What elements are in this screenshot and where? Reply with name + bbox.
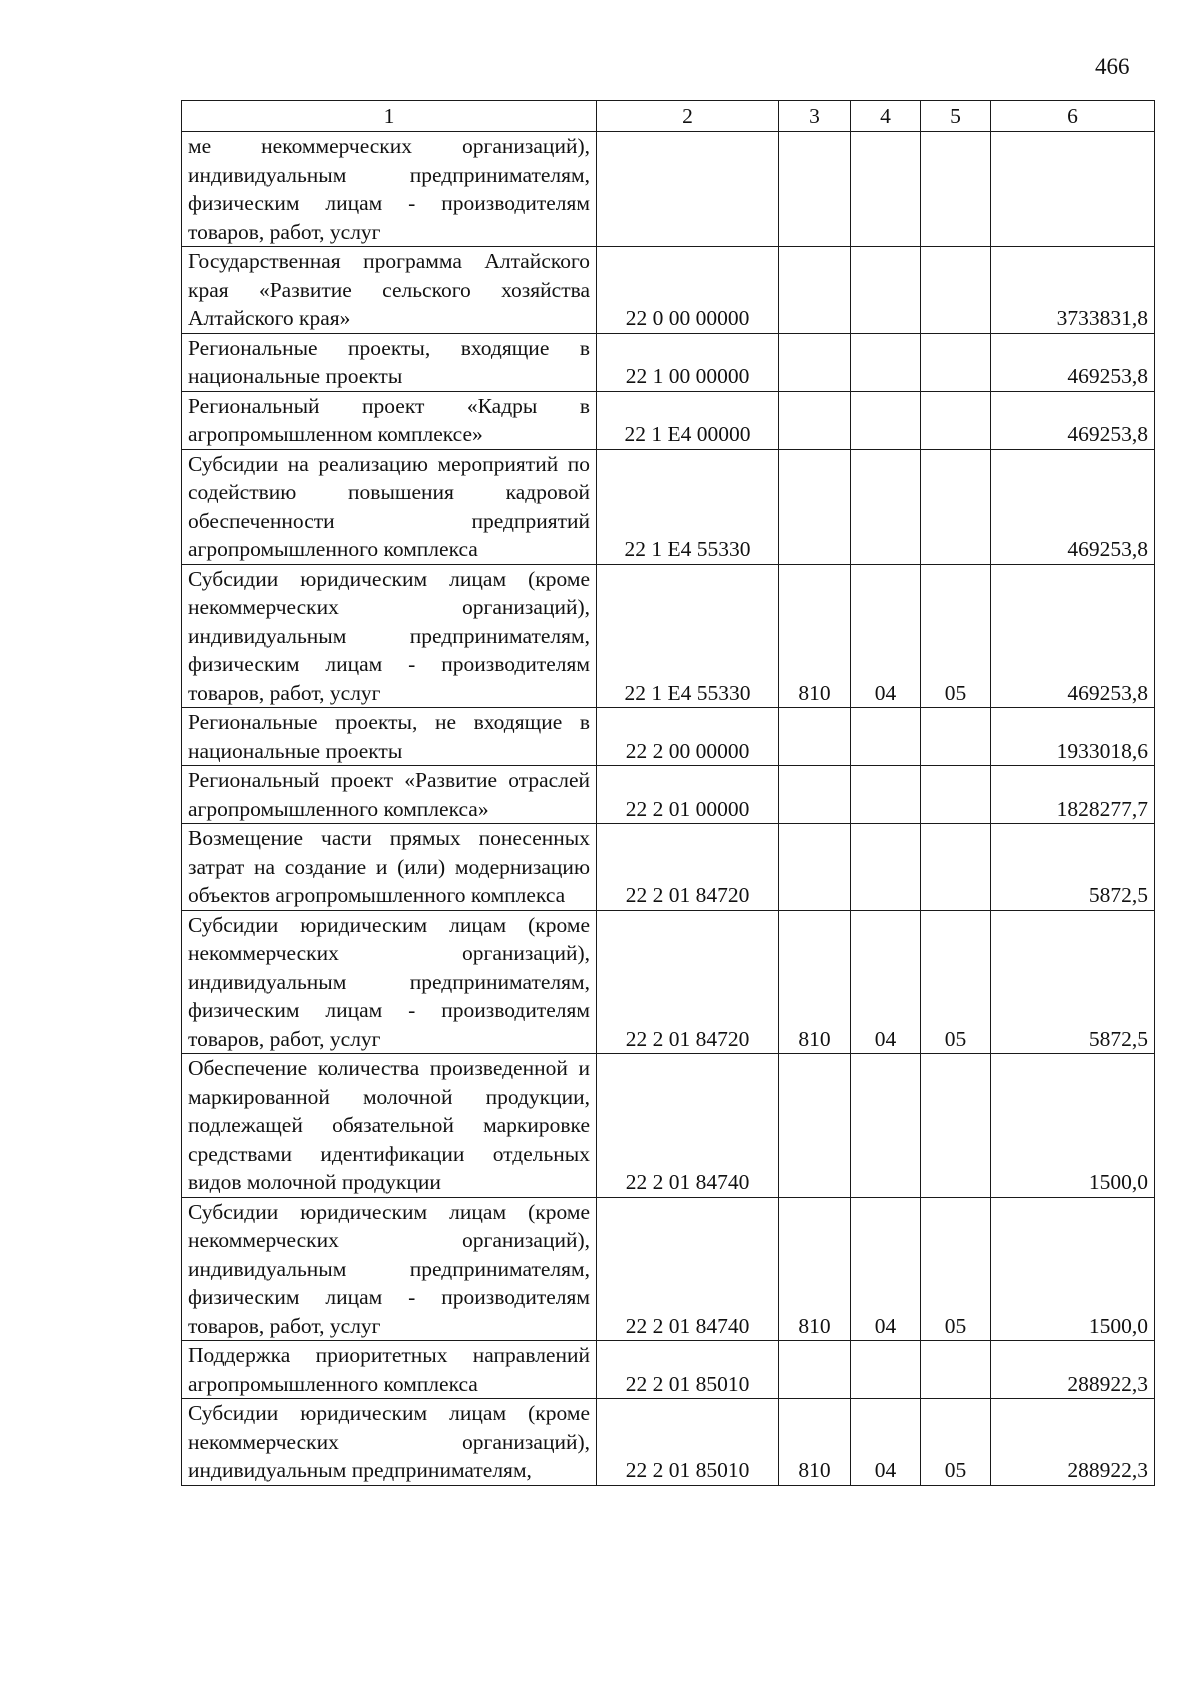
- expense-type-cell: [779, 708, 851, 766]
- expense-type-cell: 810: [779, 564, 851, 708]
- section-cell: [851, 1341, 921, 1399]
- target-code-cell: 22 1 E4 00000: [597, 391, 779, 449]
- page-number: 466: [1095, 54, 1130, 79]
- table-row: [182, 247, 1155, 334]
- target-code-cell: 22 2 01 84720: [597, 824, 779, 911]
- table-row: [182, 391, 1155, 449]
- amount-cell: [991, 132, 1155, 247]
- amount-cell: 5872,5: [991, 910, 1155, 1054]
- target-code-cell: 22 1 E4 55330: [597, 564, 779, 708]
- section-cell: 04: [851, 564, 921, 708]
- item-name-cell: Государственная программа Алтайского края «Развитие сельского хозяйства Алтайского края»: [182, 247, 597, 334]
- subsection-cell: [921, 766, 991, 824]
- item-name-cell: Субсидии юридическим лицам (кроме некоммерческих организаций), индивидуальным предпринимателям, физическим лицам - производителям товаров, работ, услуг: [182, 1197, 597, 1341]
- expense-type-cell: 810: [779, 1197, 851, 1341]
- amount-cell: 1828277,7: [991, 766, 1155, 824]
- target-code-cell: [597, 132, 779, 247]
- table-row: [182, 824, 1155, 911]
- item-name-cell: Региональный проект «Кадры в агропромышленном комплексе»: [182, 391, 597, 449]
- section-cell: [851, 449, 921, 564]
- amount-cell: 469253,8: [991, 564, 1155, 708]
- section-cell: [851, 824, 921, 911]
- amount-cell: 1500,0: [991, 1054, 1155, 1198]
- table-body: [182, 132, 1155, 1486]
- table-row: [182, 333, 1155, 391]
- budget-table: [181, 100, 1155, 1486]
- subsection-cell: [921, 333, 991, 391]
- target-code-cell: 22 2 01 84720: [597, 910, 779, 1054]
- target-code-cell: 22 1 00 00000: [597, 333, 779, 391]
- subsection-cell: 05: [921, 564, 991, 708]
- header-col-3: 3: [779, 101, 851, 132]
- expense-type-cell: [779, 1054, 851, 1198]
- amount-cell: 469253,8: [991, 333, 1155, 391]
- item-name-cell: Региональный проект «Развитие отраслей агропромышленного комплекса»: [182, 766, 597, 824]
- item-name-cell: Субсидии юридическим лицам (кроме некоммерческих организаций), индивидуальным предпринимателям,: [182, 1399, 597, 1486]
- subsection-cell: [921, 449, 991, 564]
- expense-type-cell: [779, 449, 851, 564]
- section-cell: [851, 1054, 921, 1198]
- expense-type-cell: [779, 824, 851, 911]
- subsection-cell: [921, 247, 991, 334]
- subsection-cell: 05: [921, 910, 991, 1054]
- table-row: [182, 132, 1155, 247]
- amount-cell: 5872,5: [991, 824, 1155, 911]
- table-row: [182, 564, 1155, 708]
- table-row: [182, 766, 1155, 824]
- item-name-cell: Субсидии на реализацию мероприятий по содействию повышения кадровой обеспеченности предприятий агропромышленного комплекса: [182, 449, 597, 564]
- amount-cell: 1500,0: [991, 1197, 1155, 1341]
- header-col-2: 2: [597, 101, 779, 132]
- item-name-cell: Региональные проекты, входящие в национальные проекты: [182, 333, 597, 391]
- section-cell: [851, 766, 921, 824]
- target-code-cell: 22 2 01 85010: [597, 1399, 779, 1486]
- section-cell: [851, 333, 921, 391]
- expense-type-cell: [779, 391, 851, 449]
- expense-type-cell: [779, 766, 851, 824]
- section-cell: 04: [851, 1197, 921, 1341]
- expense-type-cell: [779, 132, 851, 247]
- item-name-cell: Региональные проекты, не входящие в национальные проекты: [182, 708, 597, 766]
- expense-type-cell: 810: [779, 910, 851, 1054]
- subsection-cell: [921, 132, 991, 247]
- section-cell: 04: [851, 1399, 921, 1486]
- header-col-1: 1: [182, 101, 597, 132]
- header-col-6: 6: [991, 101, 1155, 132]
- amount-cell: 288922,3: [991, 1341, 1155, 1399]
- target-code-cell: 22 2 01 85010: [597, 1341, 779, 1399]
- target-code-cell: 22 1 E4 55330: [597, 449, 779, 564]
- amount-cell: 469253,8: [991, 391, 1155, 449]
- amount-cell: 469253,8: [991, 449, 1155, 564]
- subsection-cell: [921, 824, 991, 911]
- subsection-cell: [921, 1054, 991, 1198]
- section-cell: 04: [851, 910, 921, 1054]
- item-name-cell: Поддержка приоритетных направлений агропромышленного комплекса: [182, 1341, 597, 1399]
- header-row: [182, 101, 1155, 132]
- table-row: [182, 910, 1155, 1054]
- item-name-cell: Субсидии юридическим лицам (кроме некоммерческих организаций), индивидуальным предпринимателям, физическим лицам - производителям товаров, работ, услуг: [182, 910, 597, 1054]
- section-cell: [851, 708, 921, 766]
- expense-type-cell: 810: [779, 1399, 851, 1486]
- table-row: [182, 1399, 1155, 1486]
- item-name-cell: ме некоммерческих организаций), индивидуальным предпринимателям, физическим лицам - производителям товаров, работ, услуг: [182, 132, 597, 247]
- amount-cell: 288922,3: [991, 1399, 1155, 1486]
- section-cell: [851, 247, 921, 334]
- target-code-cell: 22 2 01 00000: [597, 766, 779, 824]
- target-code-cell: 22 2 01 84740: [597, 1054, 779, 1198]
- table-row: [182, 1341, 1155, 1399]
- header-col-5: 5: [921, 101, 991, 132]
- table-row: [182, 708, 1155, 766]
- target-code-cell: 22 2 00 00000: [597, 708, 779, 766]
- target-code-cell: 22 2 01 84740: [597, 1197, 779, 1341]
- expense-type-cell: [779, 1341, 851, 1399]
- header-col-4: 4: [851, 101, 921, 132]
- item-name-cell: Субсидии юридическим лицам (кроме некоммерческих организаций), индивидуальным предпринимателям, физическим лицам - производителям товаров, работ, услуг: [182, 564, 597, 708]
- section-cell: [851, 391, 921, 449]
- amount-cell: 3733831,8: [991, 247, 1155, 334]
- subsection-cell: [921, 1341, 991, 1399]
- table-row: [182, 1054, 1155, 1198]
- section-cell: [851, 132, 921, 247]
- subsection-cell: [921, 391, 991, 449]
- table-row: [182, 449, 1155, 564]
- subsection-cell: 05: [921, 1197, 991, 1341]
- table-row: [182, 1197, 1155, 1341]
- item-name-cell: Возмещение части прямых понесенных затрат на создание и (или) модернизацию объектов агропромышленного комплекса: [182, 824, 597, 911]
- expense-type-cell: [779, 333, 851, 391]
- target-code-cell: 22 0 00 00000: [597, 247, 779, 334]
- expense-type-cell: [779, 247, 851, 334]
- subsection-cell: 05: [921, 1399, 991, 1486]
- item-name-cell: Обеспечение количества произведенной и маркированной молочной продукции, подлежащей обязательной маркировке средствами идентификации отдельных видов молочной продукции: [182, 1054, 597, 1198]
- amount-cell: 1933018,6: [991, 708, 1155, 766]
- subsection-cell: [921, 708, 991, 766]
